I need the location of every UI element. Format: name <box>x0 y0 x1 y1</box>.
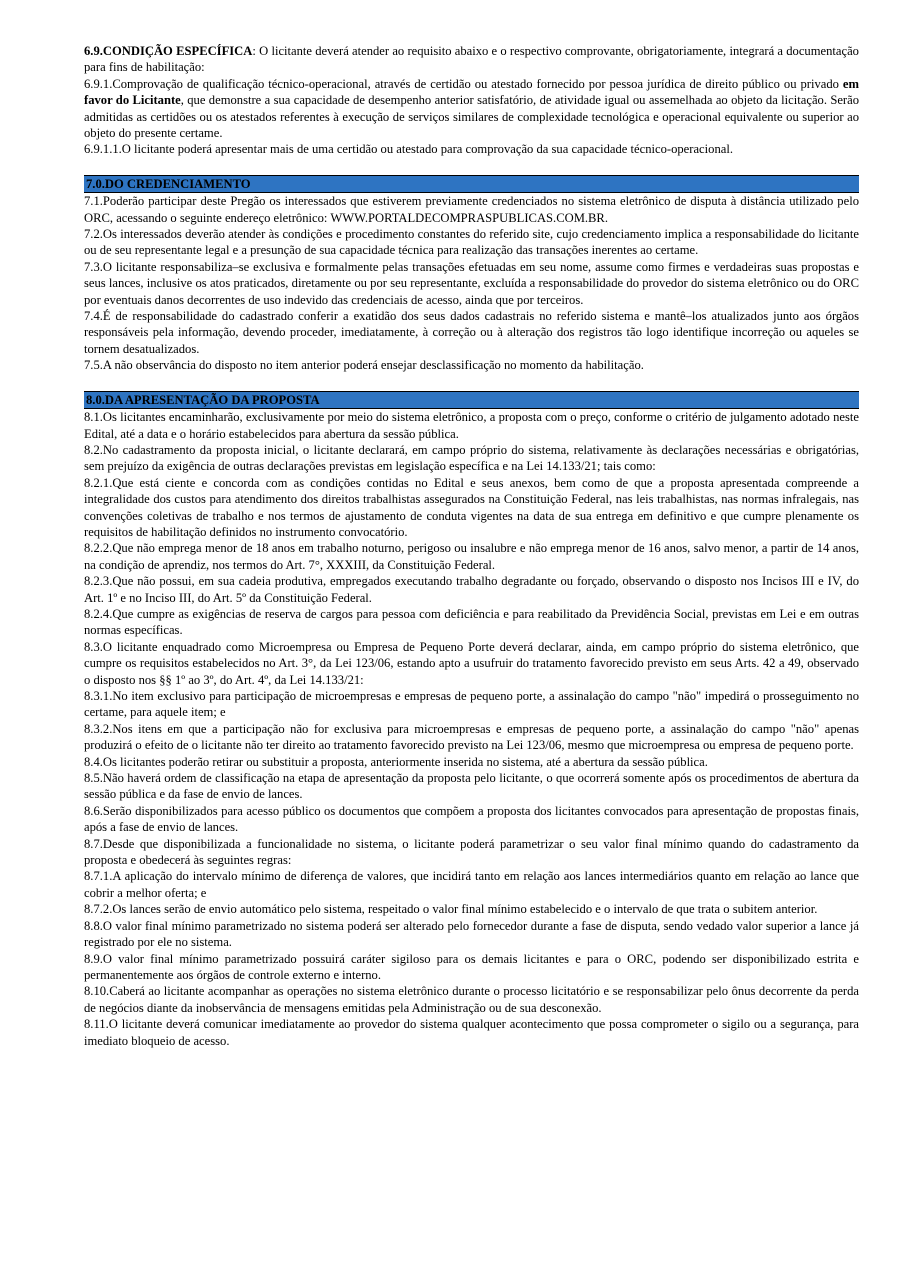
heading-6-9-text: : O licitante deverá atender ao requisito abaixo e o respectivo comprovante, obrigatoriamente, integrará a documentação para fins de habilitação: <box>84 44 859 75</box>
paragraph-8-3: 8.3.O licitante enquadrado como Microempresa ou Empresa de Pequeno Porte deverá declarar, ainda, em campo próprio do sistema eletrônico, que cumpre os requisitos estabelecidos no Art. 3°, da Lei 123/06, estando apto a usufruir do tratamento favorecido previsto em seus Arts. 42 a 49, observado o disposto nos §§ 1º ao 3º, do Art. 4º, da Lei 14.133/21: <box>84 639 859 687</box>
section-header-7-0: 7.0.DO CREDENCIAMENTO <box>84 175 859 193</box>
paragraph-8-7: 8.7.Desde que disponibilizada a funcionalidade no sistema, o licitante poderá parametrizar o seu valor final mínimo quando do cadastramento da proposta e obedecerá às seguintes regras: <box>84 836 859 868</box>
paragraph-8-7-2: 8.7.2.Os lances serão de envio automático pelo sistema, respeitado o valor final mínimo estabelecido e o intervalo de que trata o subitem anterior. <box>84 902 818 917</box>
paragraph-8-2: 8.2.No cadastramento da proposta inicial, o licitante declarará, em campo próprio do sistema, relativamente às declarações necessárias e obrigatórias, sem prejuízo da exigência de outras declarações previstas em legislação específica e na Lei 14.133/21; tais como: <box>84 442 859 474</box>
section-spacer <box>84 158 859 175</box>
paragraph-8-8: 8.8.O valor final mínimo parametrizado no sistema poderá ser alterado pelo fornecedor durante a fase de disputa, sendo vedado valor superior a lance já registrado por ele no sistema. <box>84 918 859 950</box>
paragraph-7-1: 7.1.Poderão participar deste Pregão os interessados que estiverem previamente credenciados no sistema eletrônico de disputa à distância utilizado pelo ORC, acessando o seguinte endereço eletrônico: WWW.PORTALDECOMPRASPUBLICAS.COM.BR. <box>84 194 859 225</box>
section-header-8-0: 8.0.DA APRESENTAÇÃO DA PROPOSTA <box>84 391 859 409</box>
paragraph-8-9: 8.9.O valor final mínimo parametrizado possuirá caráter sigiloso para os demais licitantes e para o ORC, podendo ser disponibilizado estrita e permanentemente aos órgãos de controle externo e interno. <box>84 951 859 982</box>
paragraph-8-2-4: 8.2.4.Que cumpre as exigências de reserva de cargos para pessoa com deficiência e para reabilitado da Previdência Social, previstas em Lei e em outras normas específicas. <box>84 606 859 638</box>
paragraph-6-9-1-part-a: 6.9.1.Comprovação de qualificação técnico-operacional, através de certidão ou atestado fornecido por pessoa jurídica de direito público ou privado <box>84 76 843 91</box>
paragraph-8-3-1: 8.3.1.No item exclusivo para participação de microempresas e empresas de pequeno porte, a assinalação do campo "não" impedirá o prosseguimento no certame, para aquele item; e <box>84 689 859 720</box>
paragraph-6-9-1-bold: em favor do Licitante <box>84 76 859 108</box>
paragraph-6-9-1 <box>84 76 859 142</box>
paragraph-7-2: 7.2.Os interessados deverão atender às condições e procedimento constantes do referido site, cujo credenciamento implica a responsabilidade do licitante ou de seu representante legal e a presunção de sua capacidade técnica para realização das transações inerentes ao certame. <box>84 227 859 258</box>
document-page <box>84 43 859 1049</box>
paragraph-8-2-1: 8.2.1.Que está ciente e concorda com as condições contidas no Edital e seus anexos, bem como de que a proposta apresentada compreende a integralidade dos custos para atendimento dos direitos trabalhistas assegurados na Constituição Federal, nas leis trabalhistas, nas normas infralegais, nas convenções coletivas de trabalho e nos termos de ajustamento de conduta vigentes na data de sua entrega em definitivo e que cumpre plenamente os requisitos de habilitação definidos no instrumento convocatório. <box>84 475 859 539</box>
paragraph-7-4: 7.4.É de responsabilidade do cadastrado conferir a exatidão dos seus dados cadastrais no referido sistema e mantê–los atualizados junto aos órgãos responsáveis pela informação, devendo proceder, imediatamente, à correção ou à alteração dos registros tão logo identifique incorreção ou aqueles se tornem desatualizados. <box>84 309 859 356</box>
paragraph-8-4: 8.4.Os licitantes poderão retirar ou substituir a proposta, anteriormente inserida no sistema, até a abertura da sessão pública. <box>84 754 708 769</box>
section-spacer <box>84 374 859 391</box>
paragraph-6-9 <box>84 43 859 76</box>
paragraph-8-7-1: 8.7.1.A aplicação do intervalo mínimo de diferença de valores, que incidirá tanto em relação aos lances intermediários quanto em relação ao lance que cobrir a melhor oferta; e <box>84 869 859 900</box>
paragraph-8-11: 8.11.O licitante deverá comunicar imediatamente ao provedor do sistema qualquer acontecimento que possa comprometer o sigilo ou a segurança, para imediato bloqueio de acesso. <box>84 1017 859 1048</box>
paragraph-6-9-1-1: 6.9.1.1.O licitante poderá apresentar mais de uma certidão ou atestado para comprovação da sua capacidade técnico-operacional. <box>84 142 733 157</box>
paragraph-8-6: 8.6.Serão disponibilizados para acesso público os documentos que compõem a proposta dos licitantes convocados para apresentação de propostas finais, após a fase de envio de lances. <box>84 803 859 835</box>
paragraph-8-2-2: 8.2.2.Que não emprega menor de 18 anos em trabalho noturno, perigoso ou insalubre e não emprega menor de 16 anos, salvo menor, a partir de 14 anos, na condição de aprendiz, nos termos do Art. 7°, XXXIII, da Constituição Federal. <box>84 541 859 572</box>
paragraph-8-5: 8.5.Não haverá ordem de classificação na etapa de apresentação da proposta pelo licitante, o que ocorrerá somente após os procedimentos de abertura da sessão pública e da fase de envio de lances. <box>84 771 859 802</box>
paragraph-7-5: 7.5.A não observância do disposto no item anterior poderá ensejar desclassificação no momento da habilitação. <box>84 358 644 373</box>
paragraph-8-2-3: 8.2.3.Que não possui, em sua cadeia produtiva, empregados executando trabalho degradante ou forçado, observando o disposto nos Incisos III e IV, do Art. 1º e no Inciso III, do Art. 5º da Constituição Federal. <box>84 574 859 605</box>
heading-6-9: 6.9.CONDIÇÃO ESPECÍFICA <box>84 44 253 58</box>
paragraph-8-3-2: 8.3.2.Nos itens em que a participação não for exclusiva para microempresas e empresas de pequeno porte, a assinalação do campo "não" apenas produzirá o efeito de o licitante não ter direito ao tratamento favorecido previsto na Lei 123/06, mesmo que microempresa ou empresa de pequeno porte. <box>84 721 859 753</box>
paragraph-7-3: 7.3.O licitante responsabiliza–se exclusiva e formalmente pelas transações efetuadas em seu nome, assume como firmes e verdadeiras suas propostas e seus lances, inclusive os atos praticados, diretamente ou por seu representante, excluída a responsabilidade do provedor do sistema eletrônico ou do ORC por eventuais danos decorrentes de uso indevido das credenciais de acesso, ainda que por terceiros. <box>84 259 859 307</box>
paragraph-8-10: 8.10.Caberá ao licitante acompanhar as operações no sistema eletrônico durante o processo licitatório e se responsabilizar pelo ônus decorrente da perda de negócios diante da inobservância de mensagens emitidas pela Administração ou de sua desconexão. <box>84 984 859 1015</box>
paragraph-8-1: 8.1.Os licitantes encaminharão, exclusivamente por meio do sistema eletrônico, a proposta com o preço, conforme o critério de julgamento adotado neste Edital, até a data e o horário estabelecidos para abertura da sessão pública. <box>84 410 859 441</box>
paragraph-6-9-1-part-b: , que demonstre a sua capacidade de desempenho anterior satisfatório, de atividade igual ou assemelhada ao objeto da licitação. Serão admitidas as certidões ou os atestados referentes à execução de serviços similares de complexidade tecnológica e operacional equivalente ou superior ao objeto do presente certame. <box>84 93 860 141</box>
